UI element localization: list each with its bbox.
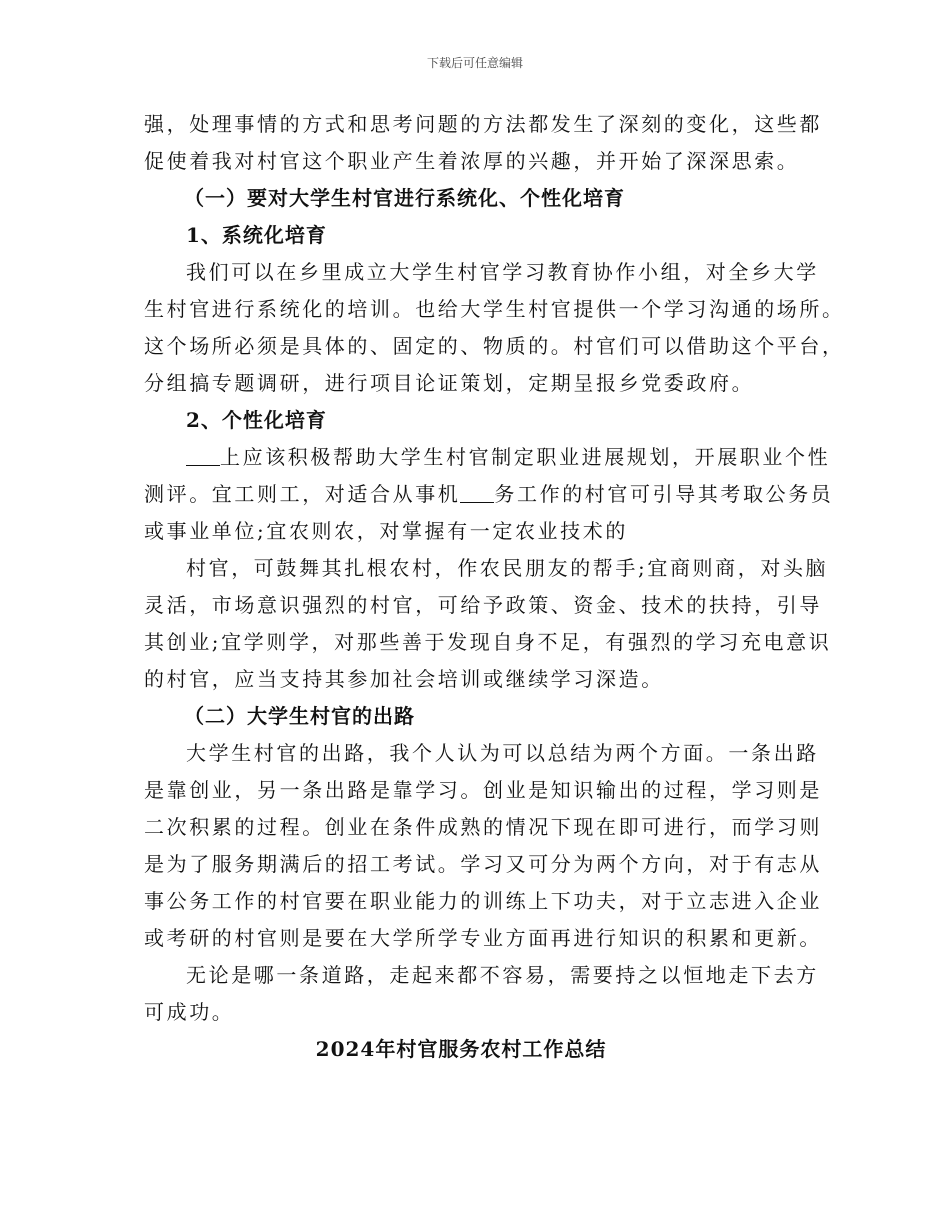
blank-underline: [460, 482, 494, 503]
paragraph-line: 的村官，应当支持其参加社会培训或继续学习深造。: [144, 667, 664, 691]
paragraph-line: 强，处理事情的方式和思考问题的方法都发生了深刻的变化，这些都: [144, 112, 822, 136]
section-heading-2: （二）大学生村官的出路: [184, 704, 415, 728]
text-run: 务工作的村官可引导其考取公务员: [494, 482, 834, 506]
paragraph-line: 事公务工作的村官要在职业能力的训练上下功夫，对于立志进入企业: [144, 889, 822, 913]
blank-underline: [186, 445, 220, 466]
text-run: 上应该积极帮助大学生村官制定职业进展规划，开展职业个性: [220, 445, 831, 469]
paragraph-line: 我们可以在乡里成立大学生村官学习教育协作小组，对全乡大学: [186, 260, 819, 284]
paragraph-line: 或考研的村官则是要在大学所学专业方面再进行知识的积累和更新。: [144, 926, 822, 950]
paragraph-line: 其创业;宜学则学，对那些善于发现自身不足，有强烈的学习充电意识: [144, 630, 832, 654]
subsection-heading-1: 1、系统化培育: [186, 223, 327, 247]
paragraph-line: 或事业单位;宜农则农，对掌握有一定农业技术的: [144, 519, 628, 543]
text-run: 测评。宜工则工，对适合从事机: [144, 482, 461, 506]
section-heading-1: （一）要对大学生村官进行系统化、个性化培育: [184, 186, 625, 210]
paragraph-line: 这个场所必须是具体的、固定的、物质的。村官们可以借助这个平台，: [144, 334, 845, 358]
subsection-heading-2: 2、个性化培育: [186, 408, 327, 432]
paragraph-line: [144, 439, 831, 476]
paragraph-line: 促使着我对村官这个职业产生着浓厚的兴趣，并开始了深深思索。: [144, 149, 800, 173]
page-header: 下载后可任意编辑: [426, 56, 523, 70]
paragraph-line: 大学生村官的出路，我个人认为可以总结为两个方面。一条出路: [186, 741, 819, 765]
document-body: [144, 106, 845, 1068]
paragraph-line: 是为了服务期满后的招工考试。学习又可分为两个方向，对于有志从: [144, 852, 822, 876]
paragraph-line: 是靠创业，另一条出路是靠学习。创业是知识输出的过程，学习则是: [144, 778, 822, 802]
paragraph-line: 二次积累的过程。创业在条件成熟的情况下现在即可进行，而学习则: [144, 815, 822, 839]
paragraph-line: 无论是哪一条道路，走起来都不容易，需要持之以恒地走下去方: [186, 963, 819, 987]
paragraph-line: 生村官进行系统化的培训。也给大学生村官提供一个学习沟通的场所。: [144, 297, 845, 321]
paragraph-line: 可成功。: [144, 1000, 235, 1024]
paragraph-line: [144, 476, 834, 513]
paragraph-line: 分组搞专题调研，进行项目论证策划，定期呈报乡党委政府。: [144, 371, 755, 395]
paragraph-line: 灵活，市场意识强烈的村官，可给予政策、资金、技术的扶持，引导: [144, 593, 822, 617]
paragraph-line: 村官，可鼓舞其扎根农村，作农民朋友的帮手;宜商则商，对头脑: [186, 556, 829, 580]
document-title: 2024年村官服务农村工作总结: [315, 1037, 607, 1061]
